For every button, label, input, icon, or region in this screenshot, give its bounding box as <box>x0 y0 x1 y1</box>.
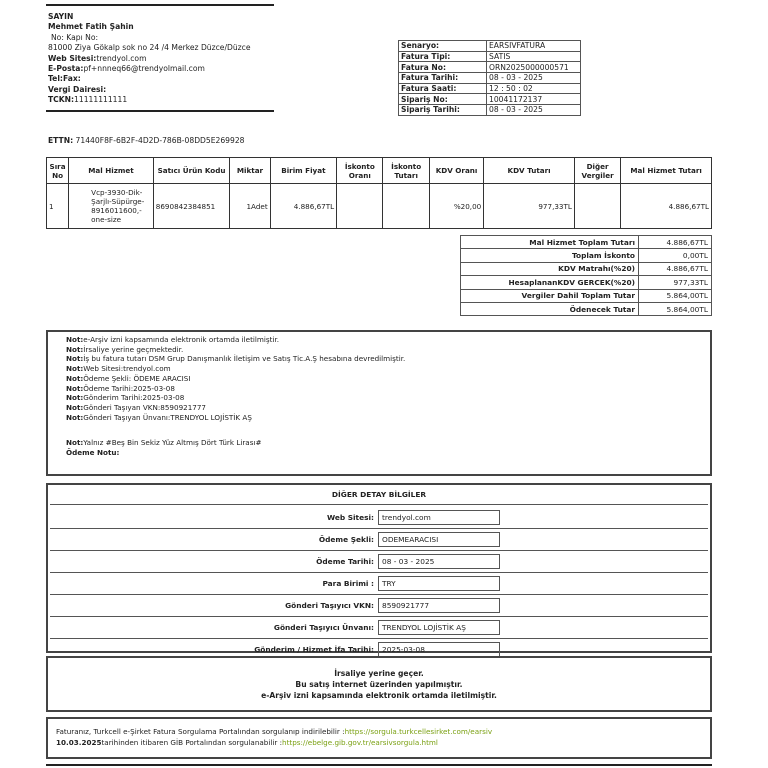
salutation: SAYIN <box>48 12 74 21</box>
total-value: 0,00TL <box>639 249 712 262</box>
tel-fax-label: Tel:Fax: <box>48 74 81 84</box>
note-text: İş bu fatura tutarı DSM Grup Danışmanlık İletişim ve Satış Tic.A.Ş hesabına devredilmiştir. <box>83 354 406 364</box>
note-label: Not: <box>66 335 84 344</box>
note-line <box>66 364 710 374</box>
note-label: Not: <box>66 344 84 354</box>
total-label: Vergiler Dahil Toplam Tutar <box>461 289 639 302</box>
note-line <box>66 354 710 364</box>
column-header: Miktar <box>230 158 270 184</box>
meta-value: ORN2025000000571 <box>487 62 581 73</box>
detail-value: ODEMEARACISI <box>378 532 500 547</box>
website-label: Web Sitesi: <box>48 53 97 63</box>
detail-value: 08 - 03 - 2025 <box>378 554 500 569</box>
total-row <box>461 289 712 302</box>
cell-vat-rate: %20,00 <box>429 184 483 229</box>
total-value: 5.864,00TL <box>639 302 712 315</box>
note-text: Gönderi Taşıyan VKN:8590921777 <box>83 402 207 412</box>
note-label: Not: <box>66 364 84 374</box>
footer-text-1: Faturanız, Turkcell e-Şirket Fatura Sorgulama Portalından sorgulanıp indirilebilir : <box>56 727 345 736</box>
meta-row <box>399 41 581 52</box>
column-header: KDV Oranı <box>429 158 483 184</box>
email-label: E-Posta: <box>48 64 84 74</box>
note-line <box>66 345 710 355</box>
cell-name: Vcp-3930-Dik-Şarjlı-Süpürge-8916011600,-one-size <box>69 184 154 229</box>
detail-label: Web Sitesi: <box>326 513 374 522</box>
meta-key: Fatura Saati: <box>399 83 487 94</box>
detail-row <box>48 617 710 638</box>
column-header: Sıra No <box>47 158 69 184</box>
note-text: İrsaliye yerine geçmektedir. <box>83 344 184 354</box>
meta-value: SATIS <box>487 51 581 62</box>
total-row <box>461 249 712 262</box>
meta-value: 12 : 50 : 02 <box>487 83 581 94</box>
totals-table <box>460 235 712 316</box>
note-label: Not: <box>66 354 84 364</box>
detail-label: Ödeme Şekli: <box>318 535 374 544</box>
note-text: e-Arşiv izni kapsamında elektronik ortamda iletilmiştir. <box>83 335 280 344</box>
detail-row <box>48 529 710 550</box>
ettn-line <box>48 136 245 145</box>
note-line <box>66 393 710 403</box>
meta-row <box>399 83 581 94</box>
website: trendyol.com <box>96 53 147 63</box>
column-header: Mal Hizmet <box>69 158 154 184</box>
table-row <box>47 184 712 229</box>
total-value: 4.886,67TL <box>639 262 712 275</box>
tax-office-label: Vergi Dairesi: <box>48 84 107 94</box>
email: pf+nnneq66@trendyolmail.com <box>83 64 205 74</box>
cell-total: 4.886,67TL <box>621 184 712 229</box>
address: 81000 Ziya Gökalp sok no 24 /4 Merkez Düzce/Düzce <box>48 43 251 53</box>
detail-label: Gönderi Taşıyıcı Ünvanı: <box>273 623 374 632</box>
meta-value: 10041172137 <box>487 94 581 105</box>
detail-value: 2025-03-08 <box>378 642 500 657</box>
cell-qty: 1Adet <box>230 184 270 229</box>
bottom-rule <box>46 110 274 112</box>
note-text: Ödeme Şekli: ÖDEME ARACISI <box>83 373 191 383</box>
note-label: Not: <box>66 373 84 383</box>
meta-key: Fatura Tipi: <box>399 51 487 62</box>
footer-text-2: tarihinden itibaren GİB Portalından sorgulanabilir : <box>101 738 283 747</box>
note-text: Gönderi Taşıyan Ünvanı:TRENDYOL LOJİSTİK AŞ <box>83 412 252 422</box>
column-header: İskonto Oranı <box>337 158 383 184</box>
ettn-label: ETTN: <box>48 136 74 145</box>
meta-key: Senaryo: <box>399 41 487 52</box>
door-number: No: Kapı No: <box>51 32 99 42</box>
total-label: HesaplananKDV GERCEK(%20) <box>461 276 639 289</box>
amount-in-words: Not:Yalnız #Beş Bin Sekiz Yüz Altmış Dört Türk Lirası# <box>66 438 262 448</box>
note-label: Not: <box>66 412 84 422</box>
total-value: 977,33TL <box>639 276 712 289</box>
other-details-box <box>46 483 712 653</box>
details-title: DİĞER DETAY BİLGİLER <box>50 485 708 505</box>
note-label: Not: <box>66 393 84 403</box>
waybill-notice <box>46 656 712 712</box>
cell-other <box>574 184 620 229</box>
meta-value: EARSIVFATURA <box>487 41 581 52</box>
footer-date: 10.03.2025 <box>56 738 102 747</box>
detail-label: Ödeme Tarihi: <box>316 557 374 566</box>
total-row <box>461 236 712 249</box>
tckn-label: TCKN: <box>48 95 75 105</box>
total-label: Mal Hizmet Toplam Tutarı <box>461 236 639 249</box>
meta-value: 08 - 03 - 2025 <box>487 105 581 116</box>
total-label: Toplam İskonto <box>461 249 639 262</box>
total-label: Ödenecek Tutar <box>461 302 639 315</box>
meta-value: 08 - 03 - 2025 <box>487 73 581 84</box>
note-line <box>66 384 710 394</box>
cell-vat-amt: 977,33TL <box>484 184 575 229</box>
notes-box <box>46 330 712 476</box>
recipient-block <box>46 4 274 112</box>
detail-row <box>48 573 710 594</box>
total-row <box>461 262 712 275</box>
meta-row <box>399 51 581 62</box>
meta-key: Sipariş Tarihi: <box>399 105 487 116</box>
notice-line: İrsaliye yerine geçer. <box>334 669 424 678</box>
total-value: 4.886,67TL <box>639 236 712 249</box>
meta-key: Fatura Tarihi: <box>399 73 487 84</box>
items-table <box>46 157 712 229</box>
note-line <box>66 335 710 345</box>
detail-value: 8590921777 <box>378 598 500 613</box>
notice-line: e-Arşiv izni kapsamında elektronik ortamda iletilmiştir. <box>261 691 497 700</box>
detail-row <box>48 507 710 528</box>
meta-key: Sipariş No: <box>399 94 487 105</box>
invoice-meta-table <box>398 40 581 116</box>
meta-row <box>399 94 581 105</box>
detail-label: Gönderim / Hizmet İfa Tarihi: <box>254 645 374 654</box>
bottom-rule <box>46 764 712 766</box>
customer-name: Mehmet Fatih Şahin <box>48 22 134 32</box>
column-header: KDV Tutarı <box>484 158 575 184</box>
meta-key: Fatura No: <box>399 62 487 73</box>
total-row <box>461 302 712 315</box>
detail-value: TRENDYOL LOJİSTİK AŞ <box>378 620 500 635</box>
column-header: Diğer Vergiler <box>574 158 620 184</box>
detail-label: Gönderi Taşıyıcı VKN: <box>285 601 374 610</box>
detail-row <box>48 551 710 572</box>
total-label: KDV Matrahı(%20) <box>461 262 639 275</box>
query-footer <box>46 717 712 759</box>
meta-row <box>399 73 581 84</box>
notice-line: Bu satış internet üzerinden yapılmıştır. <box>295 680 463 689</box>
cell-price: 4.886,67TL <box>270 184 337 229</box>
cell-disc-rate <box>337 184 383 229</box>
meta-row <box>399 105 581 116</box>
ettn-value: 71440F8F-6B2F-4D2D-786B-08DD5E269928 <box>75 136 245 145</box>
turkcell-query-link[interactable]: https://sorgula.turkcellesirket.com/earsiv <box>344 727 493 736</box>
note-line <box>66 413 710 423</box>
detail-label: Para Birimi : <box>322 579 374 588</box>
column-header: Satıcı Ürün Kodu <box>153 158 230 184</box>
note-label: Not: <box>66 402 84 412</box>
payment-note: Ödeme Notu: <box>66 448 120 458</box>
total-value: 5.864,00TL <box>639 289 712 302</box>
total-row <box>461 276 712 289</box>
note-label: Not: <box>66 383 84 393</box>
meta-row <box>399 62 581 73</box>
gib-query-link[interactable]: https://ebelge.gib.gov.tr/earsivsorgula.html <box>282 738 438 747</box>
detail-row <box>48 595 710 616</box>
tckn: 11111111111 <box>74 95 128 105</box>
detail-value: trendyol.com <box>378 510 500 525</box>
column-header: Mal Hizmet Tutarı <box>621 158 712 184</box>
note-text: Web Sitesi:trendyol.com <box>83 364 171 374</box>
note-line <box>66 374 710 384</box>
note-text: Gönderim Tarihi:2025-03-08 <box>83 393 185 403</box>
cell-code: 8690842384851 <box>153 184 230 229</box>
column-header: İskonto Tutarı <box>383 158 429 184</box>
cell-no: 1 <box>47 184 69 229</box>
note-text: Ödeme Tarihi:2025-03-08 <box>83 383 175 393</box>
column-header: Birim Fiyat <box>270 158 337 184</box>
detail-value: TRY <box>378 576 500 591</box>
note-line <box>66 403 710 413</box>
cell-disc-amt <box>383 184 429 229</box>
